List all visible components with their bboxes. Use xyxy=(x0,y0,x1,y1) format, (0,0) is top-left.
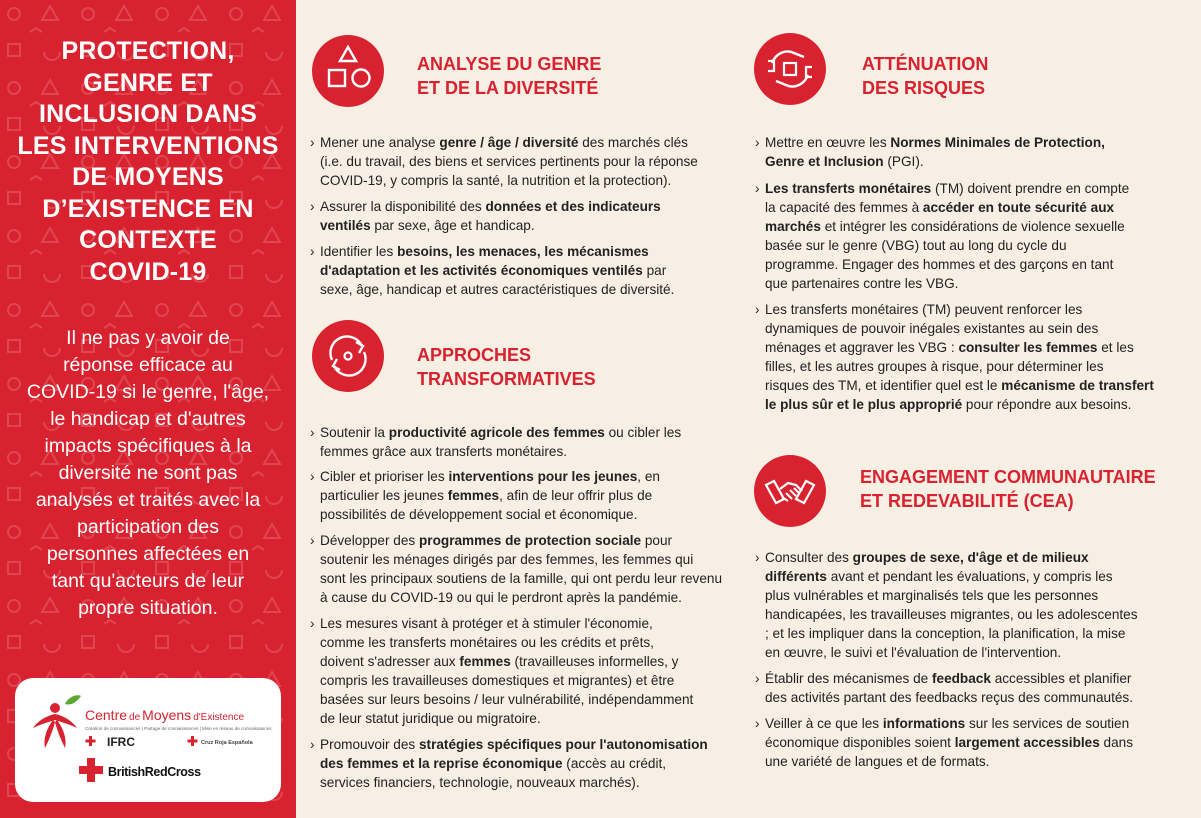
list-item-line xyxy=(320,486,660,505)
text-run: ; et les impliquer dans la conception, la planification, la mise xyxy=(765,626,1126,641)
text-run: (accès au crédit, xyxy=(562,756,667,771)
centre-subtitle: Création de connaissances | Partage de connaissances | Mise en réseau de connaissances xyxy=(85,726,272,731)
heading-engagement xyxy=(860,465,1156,513)
sidebar xyxy=(0,0,296,818)
intro-line: COVID-19 si le genre, l'âge, xyxy=(26,381,270,403)
text-run: , afin de leur offrir plus de xyxy=(499,488,653,503)
cruz-roja-logo xyxy=(188,736,254,746)
emphasis-text: d'adaptation et les activités économiques ventilés xyxy=(320,263,643,278)
list-item xyxy=(320,197,661,235)
text-run: services financiers, technologie, nouveaux marchés). xyxy=(320,775,640,790)
list-item-line xyxy=(765,152,1105,171)
list-item-line xyxy=(765,624,1138,643)
title-line: CONTEXTE xyxy=(79,226,217,254)
emphasis-text: le plus sûr et le plus approprié xyxy=(765,397,963,412)
text-run: sont les principaux soutiens de la famille, qui ont perdu leur revenu xyxy=(320,571,723,586)
text-run: Mener une analyse xyxy=(320,135,440,150)
page-title xyxy=(12,36,284,288)
text-run: Soutenir la xyxy=(320,425,389,440)
text-run: ou cibler les xyxy=(604,425,682,440)
list-item-line xyxy=(765,567,1138,586)
text-run: Veiller à ce que les xyxy=(765,716,883,731)
title-line: DE MOYENS xyxy=(72,163,224,191)
list-item-line xyxy=(765,338,1154,357)
shapes-icon xyxy=(312,35,384,107)
text-run: doivent s'adresser aux xyxy=(320,654,460,669)
ifrc-logo xyxy=(86,735,136,749)
text-run: Les transferts monétaires (TM) peuvent renforcer les xyxy=(765,302,1083,317)
text-run: et intégrer les considérations de violence sexuelle xyxy=(820,219,1125,234)
text-run: particulier les jeunes xyxy=(320,488,448,503)
text-run: plus vulnérables et marginalisés tels que les personnes xyxy=(765,588,1099,603)
intro-line: analysés et traités avec la xyxy=(35,489,261,511)
list-item-line xyxy=(320,652,693,671)
text-run: par xyxy=(642,263,667,278)
svg-text:BritishRedCross: BritishRedCross xyxy=(108,765,201,779)
text-run: risques des TM, et identifier quel est le xyxy=(765,378,1002,393)
emphasis-text: Genre et Inclusion xyxy=(765,154,884,169)
list-item-line xyxy=(320,423,681,442)
emphasis-text: consulter les femmes xyxy=(958,340,1098,355)
title-line: D’EXISTENCE EN xyxy=(42,194,254,223)
emphasis-text: informations xyxy=(882,716,966,731)
text-run: la capacité des femmes à xyxy=(765,200,923,215)
text-run: , en xyxy=(637,469,660,484)
heading-line: DES RISQUES xyxy=(862,78,986,98)
emphasis-text: groupes de sexe, d'âge et de milieux xyxy=(852,550,1089,565)
intro-line: diversité ne sont pas xyxy=(58,462,238,484)
intro-line: propre situation. xyxy=(78,597,218,619)
list-item-line xyxy=(765,300,1154,319)
title-line: INCLUSION DANS xyxy=(38,100,258,128)
list-item xyxy=(765,669,1133,707)
heading-line: TRANSFORMATIVES xyxy=(417,369,596,389)
list-item xyxy=(320,467,660,524)
text-run: (TM) doivent prendre en compte xyxy=(931,181,1130,196)
emphasis-text: interventions pour les jeunes xyxy=(448,469,638,484)
heading-line: APPROCHES xyxy=(417,345,532,365)
list-item-line xyxy=(320,633,693,652)
emphasis-text: des femmes et la reprise économique xyxy=(320,756,563,771)
emphasis-text: mécanisme de transfert xyxy=(1001,378,1154,393)
text-run: basée sur le genre (VBG) tout au long du cycle du xyxy=(765,238,1067,253)
list-item-line xyxy=(765,752,1133,771)
list-item-line xyxy=(765,395,1154,414)
heading-line: ET REDEVABILITÉ (CEA) xyxy=(860,491,1074,511)
intro-line: participation des xyxy=(76,516,219,538)
text-run: possibilités de développement social et économique. xyxy=(320,507,638,522)
heading-line: ET DE LA DIVERSITÉ xyxy=(417,78,599,98)
text-run: et les xyxy=(1097,340,1134,355)
text-run: programme. Engager des hommes et des garçons en tant xyxy=(765,257,1114,272)
partner-logos xyxy=(15,678,281,802)
heading-line: ENGAGEMENT COMMUNAUTAIRE xyxy=(860,467,1156,487)
hands-protect-icon xyxy=(754,33,826,105)
text-run: COVID-19, y compris la santé, la nutrition et la protection). xyxy=(320,173,672,188)
list-item-line xyxy=(320,216,661,235)
heading-attenuation xyxy=(862,52,988,100)
emphasis-text: programmes de protection sociale xyxy=(419,533,642,548)
text-run: ménages et aggraver les VBG : xyxy=(765,340,959,355)
text-run: Promouvoir des xyxy=(320,737,419,752)
text-run: avant et pendant les évaluations, y compris les xyxy=(826,569,1113,584)
list-item-line xyxy=(320,171,698,190)
title-line: GENRE ET xyxy=(83,68,213,97)
text-run: que partenaires contre les VBG. xyxy=(765,276,959,291)
emphasis-text: Les transferts monétaires xyxy=(765,181,932,196)
list-item-line xyxy=(765,179,1129,198)
list-item-line xyxy=(320,569,722,588)
list-item-line xyxy=(765,198,1129,217)
text-run: une variété de langues et de formats. xyxy=(765,754,990,769)
text-run: par sexe, âge et handicap. xyxy=(370,218,535,233)
text-run: sur les services de soutien xyxy=(965,716,1130,731)
intro-line: personnes affectées en xyxy=(46,543,250,565)
list-item-line xyxy=(765,133,1105,152)
list-item-line xyxy=(320,505,660,524)
text-run: accessibles et planifier xyxy=(990,671,1132,686)
text-run: des activités partant des feedbacks reçus des communautés. xyxy=(765,690,1133,705)
cycle-arrows-icon xyxy=(312,320,384,392)
emphasis-text: données et des indicateurs xyxy=(485,199,661,214)
emphasis-text: largement accessibles xyxy=(954,735,1100,750)
list-item xyxy=(320,242,674,299)
list-item-line xyxy=(320,735,708,754)
text-run: pour répondre aux besoins. xyxy=(962,397,1132,412)
handshake-icon xyxy=(754,455,826,527)
livelihoods-centre-logo xyxy=(33,695,81,748)
list-item-line xyxy=(320,773,708,792)
emphasis-text: besoins, les menaces, les mécanismes xyxy=(397,244,649,259)
list-item xyxy=(765,300,1154,414)
text-run: dans xyxy=(1099,735,1134,750)
emphasis-text: accéder en toute sécurité aux xyxy=(922,200,1115,215)
list-item-line xyxy=(320,442,681,461)
list-item-line xyxy=(765,714,1133,733)
list-item-line xyxy=(320,152,698,171)
text-run: (travailleuses informelles, y xyxy=(510,654,679,669)
list-item-line xyxy=(765,688,1133,707)
intro-line: tant qu'acteurs de leur xyxy=(51,570,245,592)
heading-analyse xyxy=(417,52,601,100)
partner-logos-card xyxy=(15,678,281,802)
list-item-line xyxy=(320,242,674,261)
text-run: Consulter des xyxy=(765,550,853,565)
list-item-line xyxy=(765,217,1129,236)
text-run: basées sur leurs besoins / leur vulnérabilité, indépendamment xyxy=(320,692,694,707)
list-item-line xyxy=(765,255,1129,274)
text-run: sexe, âge, handicap et autres caractéristiques de diversité. xyxy=(320,282,675,297)
list-item-line xyxy=(765,357,1154,376)
text-run: de leur statut juridique ou migratoire. xyxy=(320,711,541,726)
list-item-line xyxy=(765,236,1129,255)
emphasis-text: Normes Minimales de Protection, xyxy=(890,135,1105,150)
text-run: compris les travailleuses domestiques et migrantes) et être xyxy=(320,673,675,688)
list-item-line xyxy=(765,643,1138,662)
emphasis-text: feedback xyxy=(931,671,991,686)
emphasis-text: ventilés xyxy=(320,218,371,233)
list-item-line xyxy=(765,669,1133,688)
text-run: Identifier les xyxy=(320,244,398,259)
list-item-line xyxy=(320,690,693,709)
title-line: LES INTERVENTIONS xyxy=(17,131,279,160)
text-run: Les mesures visant à protéger et à stimuler l'économie, xyxy=(320,616,653,631)
list-item-line xyxy=(320,709,693,728)
title-line: PROTECTION, xyxy=(61,37,235,65)
text-run: Établir des mécanismes de xyxy=(765,671,932,686)
intro-line: le handicap et d'autres xyxy=(50,408,246,430)
emphasis-text: stratégies spécifiques pour l'autonomisation xyxy=(418,737,708,752)
list-item-line xyxy=(320,614,693,633)
text-run: femmes grâce aux transferts monétaires. xyxy=(320,444,568,459)
emphasis-text: femmes xyxy=(459,654,511,669)
emphasis-text: productivité agricole des femmes xyxy=(388,425,605,440)
emphasis-text: marchés xyxy=(765,219,821,234)
list-item xyxy=(765,133,1105,171)
list-item xyxy=(320,614,693,728)
list-item-line xyxy=(320,261,674,280)
heading-approches xyxy=(417,343,596,391)
text-run: Cibler et prioriser les xyxy=(320,469,449,484)
text-run: Mettre en œuvre les xyxy=(765,135,891,150)
text-run: comme les transferts monétaires ou les crédits et prêts, xyxy=(320,635,654,650)
list-item-line xyxy=(765,319,1154,338)
list-item xyxy=(765,548,1138,662)
svg-text:IFRC: IFRC xyxy=(107,735,135,749)
list-item-line xyxy=(320,467,660,486)
text-run: (i.e. du travail, des biens et services pertinents pour la réponse xyxy=(320,154,698,169)
list-item-line xyxy=(320,550,722,569)
text-run: Développer des xyxy=(320,533,419,548)
list-item-line xyxy=(320,197,661,216)
title-line: COVID-19 xyxy=(89,257,207,286)
text-run: handicapées, les travailleuses migrantes, ou les adolescentes xyxy=(765,607,1138,622)
list-item-line xyxy=(765,733,1133,752)
list-item-line xyxy=(320,588,722,607)
list-item-line xyxy=(765,274,1129,293)
list-item-line xyxy=(320,671,693,690)
emphasis-text: différents xyxy=(765,569,827,584)
svg-text:Cruz Roja Española: Cruz Roja Española xyxy=(201,740,253,746)
centre-name: Centre de Moyens d'Existence xyxy=(85,707,245,723)
text-run: à cause du COVID-19 ou qui le perdront après la pandémie. xyxy=(320,590,682,605)
text-run: filles, et les autres groupes à risque, pour déterminer les xyxy=(765,359,1104,374)
list-item-line xyxy=(765,548,1138,567)
british-red-cross-logo xyxy=(79,758,201,782)
list-item xyxy=(765,714,1133,771)
text-run: économique disponibles soient xyxy=(765,735,955,750)
list-item xyxy=(320,531,722,607)
main-content xyxy=(296,0,1201,818)
heading-line: ATTÉNUATION xyxy=(862,54,989,74)
list-item-line xyxy=(320,754,708,773)
list-item-line xyxy=(320,280,674,299)
list-item-line xyxy=(765,605,1138,624)
list-item xyxy=(320,735,708,792)
text-run: pour xyxy=(641,533,673,548)
list-item xyxy=(320,423,681,461)
list-item-line xyxy=(765,376,1154,395)
list-item-line xyxy=(320,133,698,152)
emphasis-text: genre / âge / diversité xyxy=(439,135,579,150)
list-item-line xyxy=(320,531,722,550)
list-item-line xyxy=(765,586,1138,605)
emphasis-text: femmes xyxy=(447,488,500,503)
text-run: (PGI). xyxy=(883,154,924,169)
list-item xyxy=(320,133,698,190)
heading-line: ANALYSE DU GENRE xyxy=(417,54,602,74)
text-run: des marchés clés xyxy=(578,135,688,150)
text-run: soutenir les ménages dirigés par des femmes, les femmes qui xyxy=(320,552,694,567)
intro-line: Il ne pas y avoir de xyxy=(66,327,230,349)
intro-text xyxy=(12,325,284,622)
text-run: Assurer la disponibilité des xyxy=(320,199,486,214)
intro-line: impacts spécifiques à la xyxy=(44,435,252,457)
text-run: dynamiques de pouvoir inégales existantes au sein des xyxy=(765,321,1099,336)
text-run: en œuvre, le suivi et l'évaluation de l'intervention. xyxy=(765,645,1062,660)
intro-line: réponse efficace au xyxy=(63,354,233,376)
list-item xyxy=(765,179,1129,293)
